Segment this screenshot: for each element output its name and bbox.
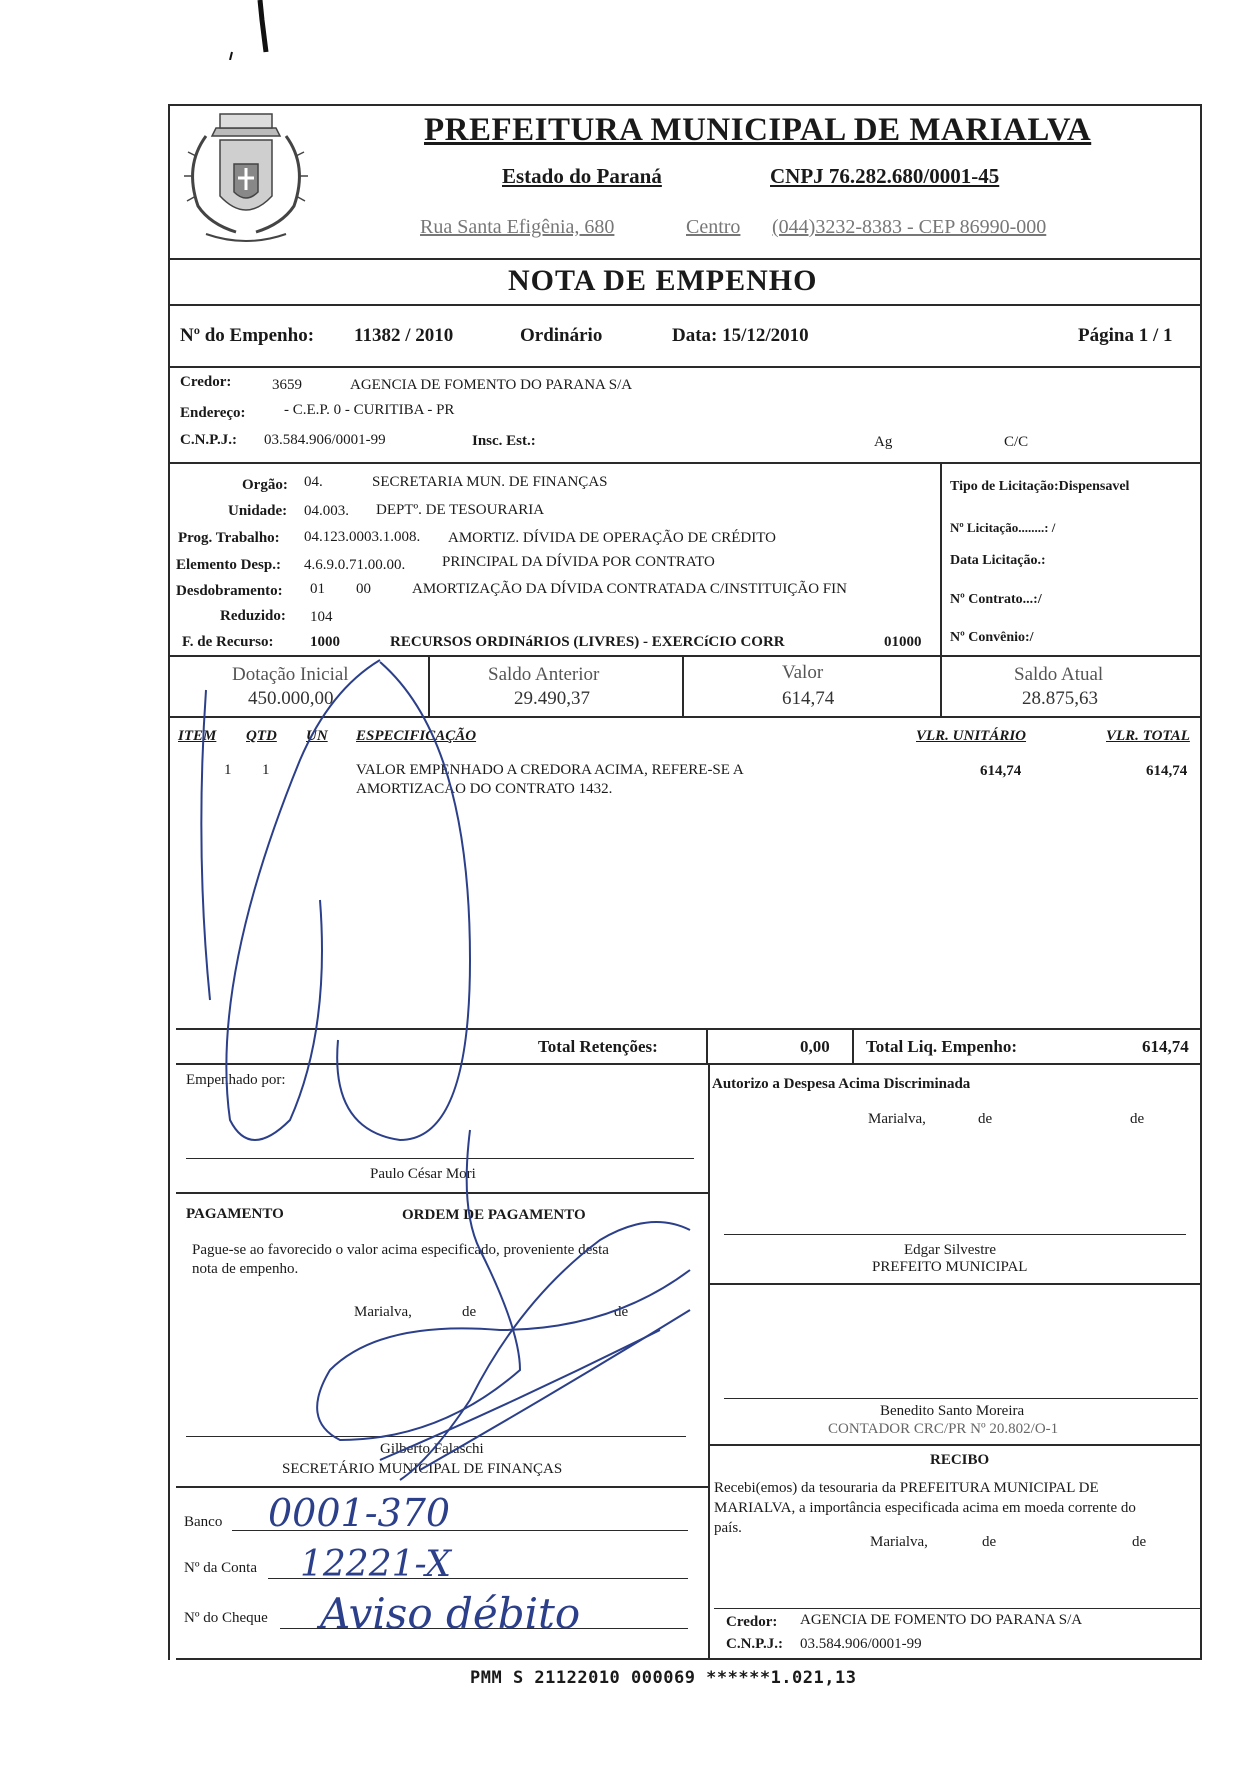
pagamento-label: PAGAMENTO bbox=[186, 1206, 284, 1222]
item-qtd: 1 bbox=[262, 762, 270, 778]
municipality-title: PREFEITURA MUNICIPAL DE MARIALVA bbox=[424, 112, 1092, 148]
unidade-label: Unidade: bbox=[228, 503, 288, 519]
tipo-licitacao: Tipo de Licitação:Dispensavel bbox=[950, 479, 1130, 494]
desdobramento-code-2: 00 bbox=[356, 581, 371, 597]
insc-est-label: Insc. Est.: bbox=[472, 433, 536, 449]
pagamento-place: Marialva, bbox=[354, 1304, 412, 1320]
elemento-name: PRINCIPAL DA DÍVIDA POR CONTRATO bbox=[442, 554, 715, 570]
elemento-label: Elemento Desp.: bbox=[176, 557, 281, 573]
credor-code: 3659 bbox=[272, 377, 302, 393]
prefeito-name: Edgar Silvestre bbox=[904, 1242, 997, 1258]
recibo-de-1: de bbox=[982, 1534, 997, 1550]
address-phone-cep: (044)3232-8383 - CEP 86990-000 bbox=[772, 216, 1047, 238]
total-liq-label: Total Liq. Empenho: bbox=[866, 1037, 1017, 1056]
reduzido-label: Reduzido: bbox=[220, 608, 286, 624]
empenho-date: Data: 15/12/2010 bbox=[672, 325, 809, 346]
credor-label: Credor: bbox=[180, 374, 232, 390]
total-liq-value: 614,74 bbox=[1142, 1037, 1189, 1056]
col-qtd: QTD bbox=[246, 728, 277, 744]
recibo-text-2: MARIALVA, a importância especificada acima em moeda corrente do bbox=[714, 1500, 1136, 1516]
numero-convenio: Nº Convênio:/ bbox=[950, 630, 1034, 645]
valor-value: 614,74 bbox=[782, 688, 835, 709]
empenhado-por-name: Paulo César Mori bbox=[370, 1166, 476, 1182]
pagamento-de-1: de bbox=[462, 1304, 477, 1320]
ordem-pagamento-label: ORDEM DE PAGAMENTO bbox=[402, 1207, 586, 1223]
municipal-coat-of-arms bbox=[176, 106, 316, 256]
saldo-anterior-label: Saldo Anterior bbox=[488, 664, 600, 685]
saldo-atual-label: Saldo Atual bbox=[1014, 664, 1104, 685]
unidade-code: 04.003. bbox=[304, 503, 349, 519]
state-label: Estado do Paraná bbox=[502, 164, 662, 188]
unidade-name: DEPTº. DE TESOURARIA bbox=[376, 502, 545, 518]
svg-text:12221-X: 12221-X bbox=[300, 1544, 452, 1585]
credor-cnpj: 03.584.906/0001-99 bbox=[264, 432, 386, 448]
recibo-cnpj-label: C.N.P.J.: bbox=[726, 1636, 783, 1652]
total-retencoes-value: 0,00 bbox=[800, 1037, 830, 1056]
recibo-place: Marialva, bbox=[870, 1534, 928, 1550]
conta-label: Nº da Conta bbox=[184, 1560, 257, 1576]
empenhado-por-label: Empenhado por: bbox=[186, 1072, 286, 1088]
item-number: 1 bbox=[224, 762, 232, 778]
desdobramento-label: Desdobramento: bbox=[176, 583, 283, 599]
svg-text:0001-370: 0001-370 bbox=[268, 1491, 451, 1535]
elemento-code: 4.6.9.0.71.00.00. bbox=[304, 557, 406, 573]
col-especificacao: ESPECIFICAÇÃO bbox=[356, 728, 477, 744]
pagamento-text-2: nota de empenho. bbox=[192, 1261, 299, 1277]
reduzido-value: 104 bbox=[310, 609, 333, 625]
saldo-anterior-value: 29.490,37 bbox=[514, 688, 590, 709]
recibo-de-2: de bbox=[1132, 1534, 1147, 1550]
empenho-type: Ordinário bbox=[520, 325, 603, 346]
orgao-label: Orgão: bbox=[242, 477, 288, 493]
autorizo-de-1: de bbox=[978, 1111, 993, 1127]
secretario-role: SECRETÁRIO MUNICIPAL DE FINANÇAS bbox=[282, 1461, 563, 1477]
footer-code: PMM S 21122010 000069 ******1.021,13 bbox=[470, 1668, 857, 1688]
recurso-label: F. de Recurso: bbox=[182, 634, 274, 650]
recibo-text-3: país. bbox=[714, 1520, 742, 1536]
recibo-credor-label: Credor: bbox=[726, 1614, 778, 1630]
item-unit-value: 614,74 bbox=[980, 763, 1022, 779]
autorizo-de-2: de bbox=[1130, 1111, 1145, 1127]
credor-name: AGENCIA DE FOMENTO DO PARANA S/A bbox=[350, 377, 633, 393]
credor-cnpj-label: C.N.P.J.: bbox=[180, 432, 237, 448]
total-retencoes-label: Total Retenções: bbox=[538, 1037, 658, 1056]
ag-label: Ag bbox=[874, 434, 893, 450]
cheque-label: Nº do Cheque bbox=[184, 1610, 268, 1626]
desdobramento-code-1: 01 bbox=[310, 581, 325, 597]
empenho-number-label: Nº do Empenho: bbox=[180, 325, 315, 346]
municipality-cnpj: CNPJ 76.282.680/0001-45 bbox=[770, 164, 1000, 188]
prog-trabalho-name: AMORTIZ. DÍVIDA DE OPERAÇÃO DE CRÉDITO bbox=[448, 530, 776, 546]
numero-licitacao: Nº Licitação........: / bbox=[950, 520, 1056, 535]
col-item: ITEM bbox=[178, 728, 217, 744]
banco-label: Banco bbox=[184, 1514, 223, 1530]
dotacao-inicial-value: 450.000,00 bbox=[248, 688, 334, 709]
numero-contrato: Nº Contrato...:/ bbox=[950, 592, 1042, 607]
col-un: UN bbox=[306, 728, 328, 744]
pagamento-de-2: de bbox=[614, 1304, 629, 1320]
address-district: Centro bbox=[686, 216, 741, 238]
autorizo-label: Autorizo a Despesa Acima Discriminada bbox=[712, 1076, 971, 1092]
contador-name: Benedito Santo Moreira bbox=[880, 1403, 1025, 1419]
item-desc-line2: AMORTIZACAO DO CONTRATO 1432. bbox=[356, 781, 613, 797]
pagamento-text-1: Pague-se ao favorecido o valor acima especificado, proveniente desta bbox=[192, 1242, 609, 1258]
recibo-credor-name: AGENCIA DE FOMENTO DO PARANA S/A bbox=[800, 1612, 1083, 1628]
credor-address: - C.E.P. 0 - CURITIBA - PR bbox=[284, 402, 455, 418]
col-vlr-unitario: VLR. UNITÁRIO bbox=[916, 728, 1027, 744]
recibo-cnpj: 03.584.906/0001-99 bbox=[800, 1636, 922, 1652]
saldo-atual-value: 28.875,63 bbox=[1022, 688, 1098, 709]
address-street: Rua Santa Efigênia, 680 bbox=[420, 216, 615, 238]
autorizo-place: Marialva, bbox=[868, 1111, 926, 1127]
recurso-code-2: 01000 bbox=[884, 634, 922, 650]
page-number: Página 1 / 1 bbox=[1078, 325, 1173, 346]
recibo-text-1: Recebi(emos) da tesouraria da PREFEITURA MUNICIPAL DE bbox=[714, 1480, 1099, 1496]
empenho-number: 11382 / 2010 bbox=[354, 325, 454, 346]
prefeito-role: PREFEITO MUNICIPAL bbox=[872, 1259, 1028, 1275]
cc-label: C/C bbox=[1004, 434, 1029, 450]
orgao-code: 04. bbox=[304, 474, 323, 490]
contador-role: CONTADOR CRC/PR Nº 20.802/O-1 bbox=[828, 1421, 1059, 1437]
item-desc-line1: VALOR EMPENHADO A CREDORA ACIMA, REFERE-SE A bbox=[356, 762, 744, 778]
prog-trabalho-label: Prog. Trabalho: bbox=[178, 530, 280, 546]
svg-text:Aviso débito: Aviso débito bbox=[320, 1589, 581, 1638]
col-vlr-total: VLR. TOTAL bbox=[1106, 728, 1190, 744]
data-licitacao: Data Licitação.: bbox=[950, 553, 1046, 568]
recurso-code: 1000 bbox=[310, 634, 340, 650]
valor-label: Valor bbox=[782, 662, 824, 683]
recibo-label: RECIBO bbox=[930, 1452, 990, 1468]
secretario-name: Gilberto Falaschi bbox=[380, 1441, 484, 1457]
item-total-value: 614,74 bbox=[1146, 763, 1188, 779]
recurso-name: RECURSOS ORDINáRIOS (LIVRES) - EXERCíCIO CORR bbox=[390, 634, 785, 650]
orgao-name: SECRETARIA MUN. DE FINANÇAS bbox=[372, 474, 608, 490]
document-title: NOTA DE EMPENHO bbox=[508, 264, 818, 297]
prog-trabalho-code: 04.123.0003.1.008. bbox=[304, 529, 421, 545]
scan-mark bbox=[220, 0, 280, 60]
credor-address-label: Endereço: bbox=[180, 405, 246, 421]
dotacao-inicial-label: Dotação Inicial bbox=[232, 664, 349, 685]
desdobramento-name: AMORTIZAÇÃO DA DÍVIDA CONTRATADA C/INSTITUIÇÃO FIN bbox=[412, 581, 847, 597]
